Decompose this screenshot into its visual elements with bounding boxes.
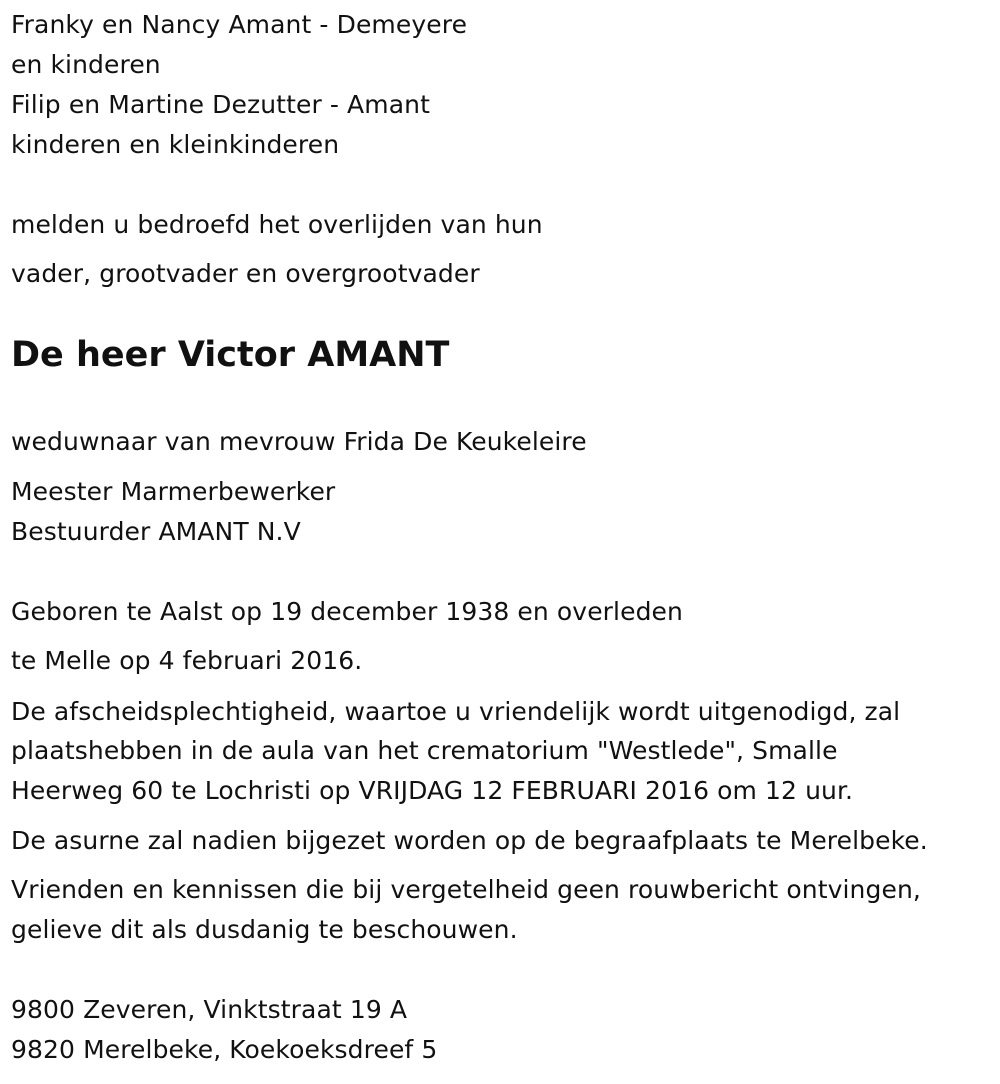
family-line-3: Filip en Martine Dezutter - Amant: [11, 90, 430, 119]
ceremony-line-1: De afscheidsplechtigheid, waartoe u vriendelijk wordt uitgenodigd, zal: [11, 697, 901, 726]
family-line-4: kinderen en kleinkinderen: [11, 130, 340, 159]
address-line-2: 9820 Merelbeke, Koekoeksdreef 5: [11, 1035, 438, 1064]
ceremony-line-3: Heerweg 60 te Lochristi op VRIJDAG 12 FEBRUARI 2016 om 12 uur.: [11, 776, 854, 805]
announcement-line-1: melden u bedroefd het overlijden van hun: [11, 210, 543, 239]
ceremony-line-2: plaatshebben in de aula van het crematorium "Westlede", Smalle: [11, 736, 838, 765]
birth-death-line-1: Geboren te Aalst op 19 december 1938 en overleden: [11, 597, 683, 626]
address-line-1: 9800 Zeveren, Vinktstraat 19 A: [11, 995, 408, 1024]
detail-widower: weduwnaar van mevrouw Frida De Keukeleire: [11, 427, 587, 456]
notice-line-1: Vrienden en kennissen die bij vergetelheid geen rouwbericht ontvingen,: [11, 875, 921, 904]
family-line-2: en kinderen: [11, 50, 161, 79]
detail-position: Bestuurder AMANT N.V: [11, 517, 301, 546]
deceased-name: De heer Victor AMANT: [11, 335, 450, 375]
family-line-1: Franky en Nancy Amant - Demeyere: [11, 10, 468, 39]
birth-death-line-2: te Melle op 4 februari 2016.: [11, 646, 363, 675]
urn-line: De asurne zal nadien bijgezet worden op de begraafplaats te Merelbeke.: [11, 826, 928, 855]
notice-line-2: gelieve dit als dusdanig te beschouwen.: [11, 915, 518, 944]
announcement-line-2: vader, grootvader en overgrootvader: [11, 259, 480, 288]
detail-profession: Meester Marmerbewerker: [11, 477, 336, 506]
